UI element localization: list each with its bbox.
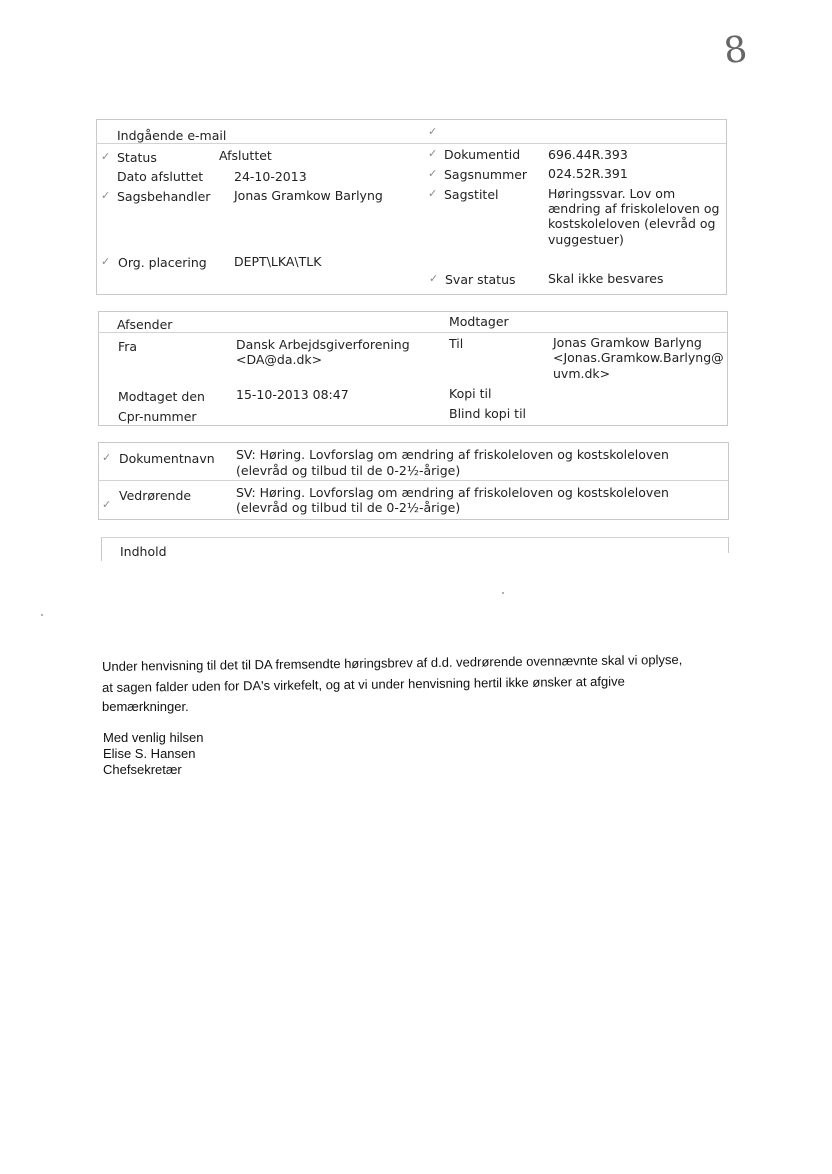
dokumentnavn-line: SV: Høring. Lovforslag om ændring af friskoleloven og kostskoleloven xyxy=(236,447,669,462)
sagstitel-label: Sagstitel xyxy=(444,187,499,202)
letter-body-line: bemærkninger. xyxy=(102,699,189,714)
sagstitel-line: ændring af friskoleloven og xyxy=(548,201,720,216)
dokumentid-value: 696.44R.393 xyxy=(548,147,628,162)
sagsbehandler-label: Sagsbehandler xyxy=(117,189,211,204)
content-label: Indhold xyxy=(120,544,167,559)
sender-divider xyxy=(98,332,727,333)
vedrorende-line: (elevråd og tilbud til de 0-2½-årige) xyxy=(236,500,461,515)
sagsbehandler-value: Jonas Gramkow Barlyng xyxy=(234,188,383,203)
fra-line: Dansk Arbejdsgiverforening xyxy=(236,337,410,352)
sagstitel-line: kostskoleloven (elevråd og xyxy=(548,216,716,231)
modtaget-value: 15-10-2013 08:47 xyxy=(236,387,349,402)
til-label: Til xyxy=(449,336,464,351)
letter-body-line: at sagen falder uden for DA's virkefelt, og at vi under henvisning hertil ikke ønsker at afgive xyxy=(102,673,625,695)
content-right-border xyxy=(728,537,729,553)
check-icon: ✓ xyxy=(429,272,439,285)
sagsnummer-value: 024.52R.391 xyxy=(548,166,628,181)
header-title: Indgående e-mail xyxy=(117,128,227,143)
scan-speck xyxy=(41,614,43,616)
dokumentid-label: Dokumentid xyxy=(444,147,521,162)
check-icon: ✓ xyxy=(428,125,438,138)
letter-body-line: Under henvisning til det til DA fremsendte høringsbrev af d.d. vedrørende ovennævnte skal vi oplyse, xyxy=(102,651,683,674)
afsender-label: Afsender xyxy=(117,317,173,332)
org-value: DEPT\LKA\TLK xyxy=(234,254,322,269)
scan-speck xyxy=(502,592,504,594)
modtaget-label: Modtaget den xyxy=(118,389,205,404)
til-line: Jonas Gramkow Barlyng xyxy=(553,335,702,350)
vedrorende-label: Vedrørende xyxy=(119,488,192,503)
letter-closing: Med venlig hilsen xyxy=(103,730,204,745)
sagstitel-line: vuggestuer) xyxy=(548,232,624,247)
cpr-label: Cpr-nummer xyxy=(118,409,197,424)
check-icon: ✓ xyxy=(428,147,438,160)
svarstatus-label: Svar status xyxy=(445,272,516,287)
content-left-border xyxy=(101,537,102,561)
vedrorende-line: SV: Høring. Lovforslag om ændring af friskoleloven og kostskoleloven xyxy=(236,485,669,500)
check-icon: ✓ xyxy=(428,187,438,200)
page-number: 8 xyxy=(721,28,750,73)
dato-label: Dato afsluttet xyxy=(117,169,204,184)
letter-signer-name: Elise S. Hansen xyxy=(103,746,196,761)
org-label: Org. placering xyxy=(118,255,207,270)
dokumentnavn-label: Dokumentnavn xyxy=(119,451,215,466)
sagsnummer-label: Sagsnummer xyxy=(444,167,528,182)
content-top-border xyxy=(101,537,729,538)
check-icon: ✓ xyxy=(101,189,111,202)
document-divider xyxy=(98,480,728,481)
check-icon: ✓ xyxy=(101,150,111,163)
check-icon: ✓ xyxy=(428,167,438,180)
check-icon: ✓ xyxy=(102,451,112,464)
blind-kopi-label: Blind kopi til xyxy=(449,406,527,421)
svarstatus-value: Skal ikke besvares xyxy=(548,271,664,286)
dokumentnavn-line: (elevråd og tilbud til de 0-2½-årige) xyxy=(236,463,461,478)
letter-signer-title: Chefsekretær xyxy=(103,762,182,777)
status-label: Status xyxy=(117,150,157,165)
modtager-label: Modtager xyxy=(449,314,509,329)
fra-label: Fra xyxy=(118,339,138,354)
check-icon: ✓ xyxy=(102,498,112,511)
kopi-label: Kopi til xyxy=(449,386,492,401)
til-line: uvm.dk> xyxy=(553,366,611,381)
status-value: Afsluttet xyxy=(219,148,272,163)
til-line: <Jonas.Gramkow.Barlyng@ xyxy=(553,350,724,365)
fra-line: <DA@da.dk> xyxy=(236,352,323,367)
header-divider xyxy=(96,143,726,144)
sagstitel-line: Høringssvar. Lov om xyxy=(548,186,676,201)
dato-value: 24-10-2013 xyxy=(234,169,307,184)
check-icon: ✓ xyxy=(101,255,111,268)
